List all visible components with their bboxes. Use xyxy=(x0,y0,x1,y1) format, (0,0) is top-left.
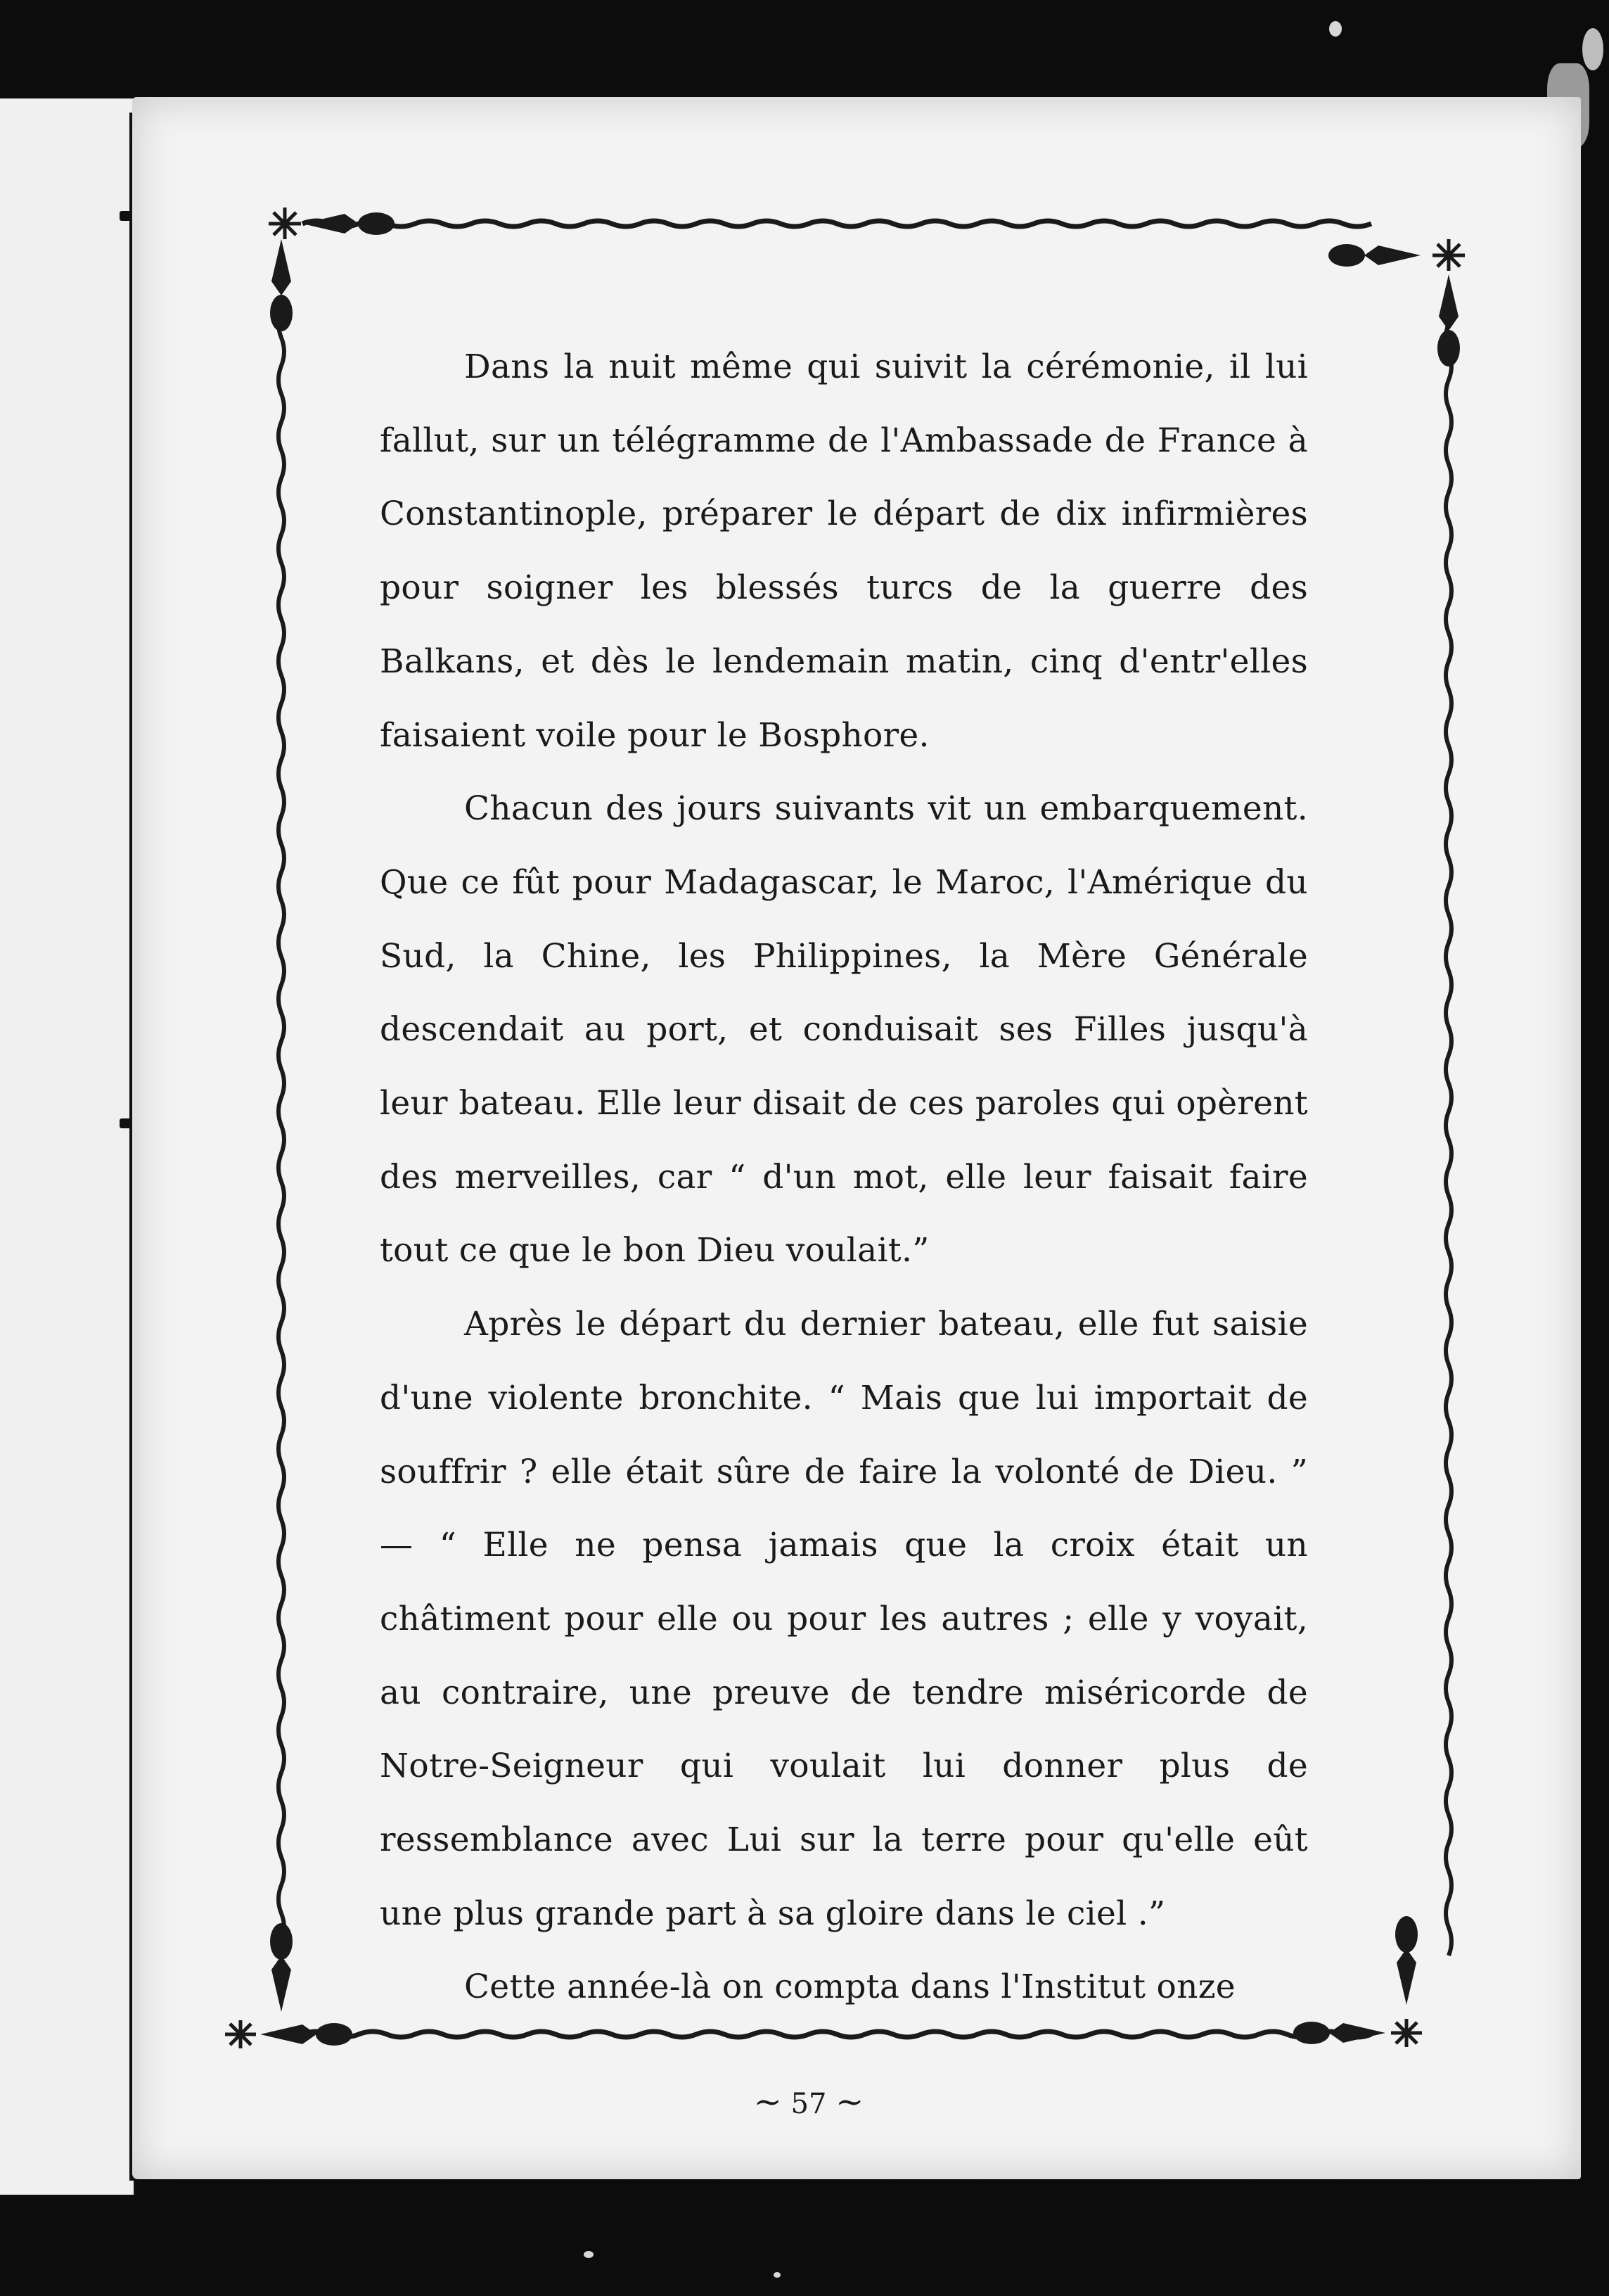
body-text xyxy=(380,331,1308,2024)
asterisk-flower-icon xyxy=(1432,239,1465,271)
paragraph: Chacun des jours suivants vit un embarquement. Que ce fût pour Madagascar, le Maroc, l'Amérique du Sud, la Chine, les Philippines, la Mère Générale descendait au port, et conduisait ses Filles jusqu'à leur bateau. Elle leur disait de ces paroles qui opèrent des merveilles, car “ d'un mot, elle leur faisait faire tout ce que le bon Dieu voulait.” xyxy=(380,789,1308,1270)
fleur-finial-icon xyxy=(302,212,395,235)
scan-speck xyxy=(1329,21,1342,37)
folio-ornament-right: ~ xyxy=(835,2082,864,2122)
folio-ornament-left: ~ xyxy=(753,2082,782,2122)
fleur-finial-icon xyxy=(1395,1916,1418,2005)
scan-speck xyxy=(1582,28,1603,70)
page-number xyxy=(703,2082,914,2122)
paragraph: Dans la nuit même qui suivit la cérémonie, il lui fallut, sur un télégramme de l'Ambassade de France à Constantinople, préparer le départ de dix infirmières pour soigner les blessés turcs de la guerre des Balkans, et dès le lendemain matin, cinq d'entr'elles faisaient voile pour le Bosphore. xyxy=(380,347,1308,755)
bottom-wavy-rule xyxy=(302,2032,1371,2037)
fleur-finial-icon xyxy=(270,239,293,331)
paragraph: Cette année-là on compta dans l'Institut onze xyxy=(464,1967,1236,2007)
fleur-finial-icon xyxy=(260,2023,352,2046)
asterisk-flower-icon xyxy=(1391,2019,1422,2047)
asterisk-flower-icon xyxy=(225,2020,256,2048)
paragraph: Après le départ du dernier bateau, elle fut saisie d'une violente bronchite. “ Mais que lui importait de souffrir ? elle était sûre de faire la volonté de Dieu. ” — “ Elle ne pensa jamais que la croix était un châtiment pour elle ou pour les autres ; elle y voyait, au contraire, une preuve de tendre miséricorde de Notre-Seigneur qui voulait lui donner plus de ressemblance avec Lui sur la terre pour qu'elle eût une plus grande part à sa gloire dans le ciel .” xyxy=(380,1305,1308,1933)
page-number-value: 57 xyxy=(790,2088,827,2120)
scan-speck xyxy=(584,2251,594,2258)
asterisk-flower-icon xyxy=(269,208,301,239)
fleur-finial-icon xyxy=(1328,244,1421,267)
scan-speck xyxy=(774,2272,781,2278)
top-wavy-rule xyxy=(302,221,1371,227)
fleur-finial-icon xyxy=(1293,2022,1385,2044)
left-wavy-rule xyxy=(278,310,284,1941)
fleur-finial-icon xyxy=(1437,274,1460,366)
fleur-finial-icon xyxy=(270,1923,293,2012)
right-wavy-rule xyxy=(1446,324,1451,1956)
facing-page-edge xyxy=(0,98,136,2195)
